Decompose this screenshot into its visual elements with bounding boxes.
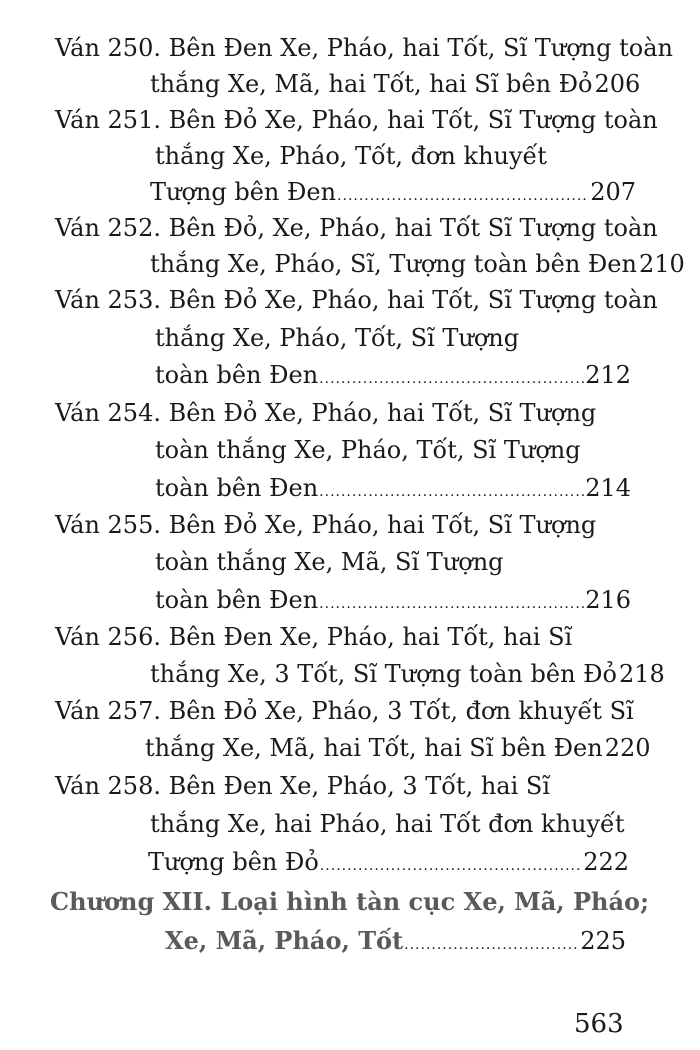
toc-entry-250-line-1: Ván 250. Bên Đen Xe, Pháo, hai Tốt, Sĩ Tượng toàn — [55, 34, 673, 62]
toc-entry-251-line-1: Ván 251. Bên Đỏ Xe, Pháo, hai Tốt, Sĩ Tượng toàn — [55, 106, 658, 134]
chapter-heading-text: Xe, Mã, Pháo, Tốt — [165, 926, 404, 955]
toc-entry-258-page: 222 — [583, 848, 629, 876]
toc-entry-255-line-1: Ván 255. Bên Đỏ Xe, Pháo, hai Tốt, Sĩ Tượng — [55, 511, 597, 539]
dot-leader — [319, 588, 584, 620]
toc-entry-256-text: thắng Xe, 3 Tốt, Sĩ Tượng toàn bên Đỏ — [150, 660, 617, 688]
toc-entry-250-text: thắng Xe, Mã, hai Tốt, hai Sĩ bên Đỏ — [150, 70, 593, 98]
toc-entry-256-line-2 — [150, 658, 665, 694]
toc-entry-254-line-3 — [155, 472, 631, 508]
toc-entry-253-line-2: thắng Xe, Pháo, Tốt, Sĩ Tượng — [155, 324, 520, 352]
toc-entry-258-line-3 — [148, 846, 629, 882]
dot-leader — [319, 363, 584, 395]
toc-entry-253-page: 212 — [585, 361, 631, 389]
dot-leader — [319, 476, 584, 508]
chapter-heading-line-1: Chương XII. Loại hình tàn cục Xe, Mã, Pháo; — [50, 887, 649, 916]
toc-entry-254-text: toàn bên Đen — [155, 474, 319, 502]
toc-entry-251-line-2: thắng Xe, Pháo, Tốt, đơn khuyết — [155, 142, 547, 170]
chapter-page: 225 — [580, 927, 626, 955]
toc-entry-257-page: 220 — [604, 734, 651, 762]
chapter-heading-line-2 — [165, 925, 626, 961]
toc-entry-252-line-1: Ván 252. Bên Đỏ, Xe, Pháo, hai Tốt Sĩ Tượng toàn — [55, 214, 658, 242]
toc-entry-258-text: Tượng bên Đỏ — [148, 848, 319, 876]
toc-entry-258-line-1: Ván 258. Bên Đen Xe, Pháo, 3 Tốt, hai Sĩ — [55, 772, 551, 800]
toc-entry-252-page: 210 — [638, 250, 685, 278]
toc-entry-254-line-1: Ván 254. Bên Đỏ Xe, Pháo, hai Tốt, Sĩ Tượng — [55, 399, 597, 427]
toc-entry-254-page: 214 — [585, 474, 631, 502]
toc-entry-257-text: thắng Xe, Mã, hai Tốt, hai Sĩ bên Đen — [145, 734, 603, 762]
toc-entry-253-line-3 — [155, 359, 631, 395]
toc-entry-257-line-2 — [145, 732, 651, 768]
toc-entry-258-line-2: thắng Xe, hai Pháo, hai Tốt đơn khuyết — [150, 810, 625, 838]
dot-leader — [404, 929, 579, 961]
toc-entry-255-page: 216 — [585, 586, 631, 614]
toc-entry-256-line-1: Ván 256. Bên Đen Xe, Pháo, hai Tốt, hai Sĩ — [55, 623, 573, 651]
toc-entry-255-text: toàn bên Đen — [155, 586, 319, 614]
dot-leader — [337, 180, 589, 212]
dot-leader — [320, 850, 582, 882]
toc-entry-251-text: Tượng bên Đen — [150, 178, 337, 206]
toc-entry-255-line-3 — [155, 584, 631, 620]
toc-entry-257-line-1: Ván 257. Bên Đỏ Xe, Pháo, 3 Tốt, đơn khuyết Sĩ — [55, 697, 634, 725]
toc-entry-256-page: 218 — [618, 660, 665, 688]
toc-entry-251-page: 207 — [590, 178, 636, 206]
toc-entry-250-page: 206 — [594, 70, 641, 98]
toc-entry-251-line-3 — [150, 176, 636, 212]
toc-entry-252-text: thắng Xe, Pháo, Sĩ, Tượng toàn bên Đen — [150, 250, 637, 278]
toc-entry-255-line-2: toàn thắng Xe, Mã, Sĩ Tượng — [155, 548, 504, 576]
toc-entry-253-text: toàn bên Đen — [155, 361, 319, 389]
toc-entry-252-line-2 — [150, 248, 685, 284]
toc-entry-250-line-2 — [150, 68, 641, 104]
toc-entry-254-line-2: toàn thắng Xe, Pháo, Tốt, Sĩ Tượng — [155, 436, 581, 464]
page-number: 563 — [574, 1009, 624, 1039]
toc-entry-253-line-1: Ván 253. Bên Đỏ Xe, Pháo, hai Tốt, Sĩ Tượng toàn — [55, 286, 658, 314]
